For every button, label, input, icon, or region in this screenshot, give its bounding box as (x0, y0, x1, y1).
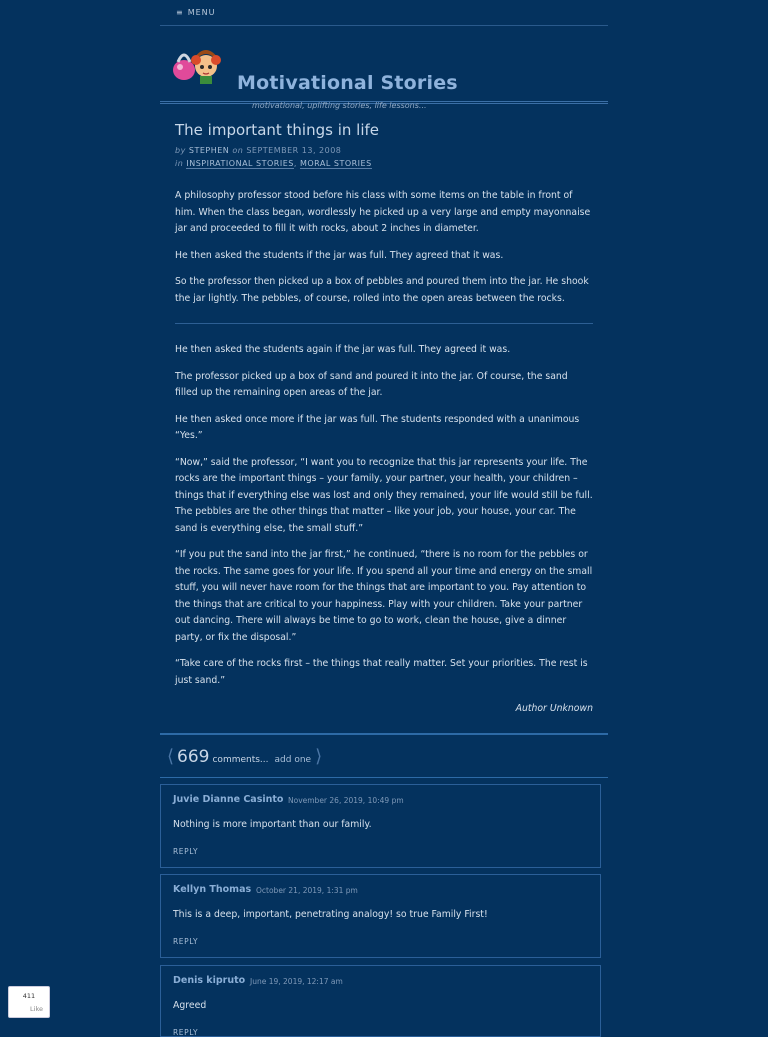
comments-header (160, 733, 608, 778)
post-paragraph: A philosophy professor stood before his class with some items on the table in front of him. When the class began, wordlessly he picked up a very large and empty mayonnaise jar and proceeded to fill it with rocks, about 2 inches in diameter. (175, 190, 591, 234)
category-link[interactable]: MORAL STORIES (299, 159, 372, 168)
post-author-link[interactable]: STEPHEN (188, 146, 230, 155)
post-paragraph: So the professor then picked up a box of pebbles and poured them into the jar. He shook the jar lightly. The pebbles, of course, rolled into the open areas between the rocks. (175, 276, 589, 304)
reply-link[interactable]: REPLY (173, 847, 199, 856)
page-container (160, 0, 608, 110)
meta-in: in (175, 159, 184, 168)
site-header (160, 26, 608, 110)
post-date: SEPTEMBER 13, 2008 (246, 146, 342, 155)
post-paragraph: “Now,” said the professor, “I want you to recognize that this jar represents your life. The rocks are the important things – your family, your partner, your health, your children – things that if everything else was lost and only they remained, your life would still be full. The pebbles are the other things that matter – like your job, your house, your car. The sand is everything else, the small stuff.” (175, 456, 593, 534)
reply-link[interactable]: REPLY (173, 1028, 199, 1037)
post-paragraph: He then asked the students if the jar was full. They agreed that it was. (175, 249, 504, 261)
site-logo (170, 44, 226, 84)
like-label[interactable]: Like (30, 1005, 43, 1013)
menu-button[interactable] (160, 0, 608, 26)
site-title[interactable]: Motivational Stories (237, 72, 458, 94)
site-tagline: motivational, uplifting stories, life lessons... (252, 101, 427, 110)
post-paragraph: He then asked once more if the jar was full. The students responded with a unanimous “Yes.” (175, 413, 580, 441)
comment-date[interactable]: June 19, 2019, 12:17 am (250, 977, 343, 986)
meta-on: on (232, 146, 244, 155)
post-article (175, 120, 593, 714)
comment-author[interactable]: Kellyn Thomas (173, 884, 252, 895)
meta-by: by (175, 146, 186, 155)
category-link[interactable]: INSPIRATIONAL STORIES (186, 159, 294, 168)
comment-item (160, 874, 601, 958)
open-bracket-icon: ⟨ (167, 745, 175, 767)
post-paragraph: He then asked the students again if the jar was full. They agreed it was. (175, 344, 511, 355)
close-bracket-icon: ⟩ (315, 745, 323, 767)
menu-label: MENU (187, 8, 216, 17)
comment-date[interactable]: October 21, 2019, 1:31 pm (256, 886, 358, 895)
reply-link[interactable]: REPLY (173, 937, 199, 946)
post-meta: by STEPHEN on SEPTEMBER 13, 2008 in INSPIRATIONAL STORIES, MORAL STORIES (175, 146, 372, 168)
comment-count: 669 (177, 746, 210, 767)
add-comment-link[interactable]: add one (274, 754, 312, 765)
like-widget[interactable] (8, 986, 50, 1018)
post-paragraph: The professor picked up a box of sand and poured it into the jar. Of course, the sand filled up the remaining open areas of the jar. (175, 370, 568, 398)
comment-author[interactable]: Juvie Dianne Casinto (173, 794, 284, 805)
post-title[interactable]: The important things in life (175, 121, 379, 139)
post-body (175, 188, 593, 714)
comments-label: comments... (212, 754, 269, 765)
post-paragraph: “If you put the sand into the jar first,” he continued, “there is no room for the pebbles or the rocks. The same goes for your life. If you spend all your time and energy on the small stuff, you will never have room for the things that are important to you. Pay attention to the things that are critical to your happiness. Play with your children. Take your partner out dancing. There will always be time to go to work, clean the house, give a dinner party, or fix the disposal.” (175, 549, 593, 643)
comment-item (160, 784, 601, 868)
comment-date[interactable]: November 26, 2019, 10:49 pm (288, 796, 404, 805)
post-attribution: Author Unknown (515, 703, 593, 714)
divider (175, 323, 593, 324)
comment-text: Nothing is more important than our family. (173, 819, 372, 830)
hamburger-icon: ≡ (176, 8, 184, 17)
comment-item (160, 965, 601, 1037)
comment-author[interactable]: Denis kipruto (173, 975, 246, 986)
comment-text: This is a deep, important, penetrating analogy! so true Family First! (173, 909, 488, 920)
post-paragraph: “Take care of the rocks first – the things that really matter. Set your priorities. The rest is just sand.” (175, 658, 588, 686)
comment-text: Agreed (173, 1000, 207, 1011)
like-count: 411 (22, 992, 36, 1000)
